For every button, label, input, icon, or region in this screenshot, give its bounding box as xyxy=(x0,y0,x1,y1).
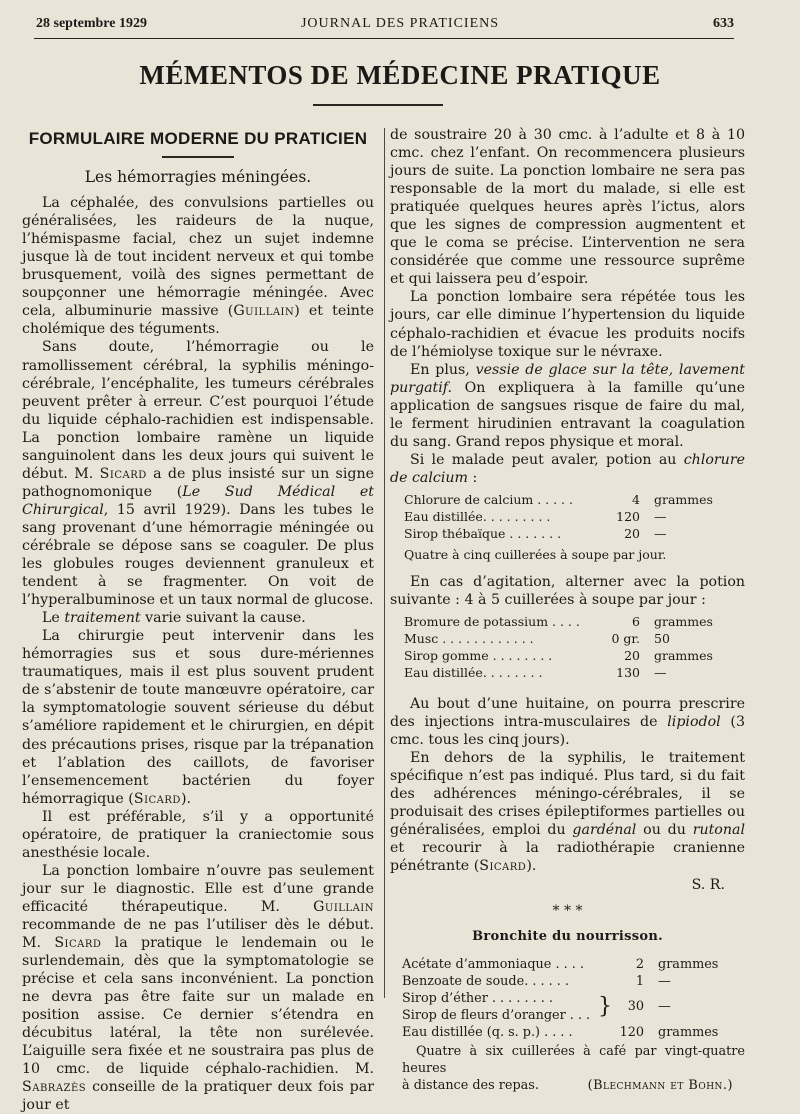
prescription-row: Bromure de potassium . . . . 6 grammes xyxy=(404,614,713,630)
author-name: Sicard xyxy=(54,935,102,952)
prescription-row: Sirop de fleurs d’oranger . . . xyxy=(402,1007,591,1023)
issue-date: 28 septembre 1929 xyxy=(36,16,147,31)
prescription-note: Quatre à cinq cuillerées à soupe par jour. xyxy=(404,546,667,562)
emphasis: gardénal xyxy=(572,822,637,839)
prescription-row: Acétate d’ammoniaque . . . . 2 grammes xyxy=(402,956,719,972)
section-subtitle: Les hémorragies méningées. xyxy=(84,168,312,187)
emphasis: rutonal xyxy=(692,822,745,839)
prescription-row: Chlorure de calcium . . . . . 4 grammes xyxy=(404,491,713,507)
prescription-bronchite xyxy=(402,956,728,1041)
prescription-bromure xyxy=(404,613,734,681)
paragraph: Si le malade peut avaler, potion au chlorure de calcium : xyxy=(390,451,745,486)
prescription-row: Eau distillée. . . . . . . . . 120 — xyxy=(404,508,667,524)
author-name: Sicard xyxy=(133,790,181,807)
page-number: 633 xyxy=(713,16,734,31)
page-header xyxy=(0,12,800,36)
section-title: FORMULAIRE MODERNE DU PRATICIEN xyxy=(28,129,368,148)
paragraph: Sans doute, l’hémorragie ou le ramollissement cérébral, la syphilis méningo-cérébrale, l’encéphalite, les tumeurs cérébrales peuvent prêter à erreur. C’est pourquoi l’étude du liquide céphalo-rachidien est indispensable. La ponction lombaire ramène un liquide sanguinolent dans les deux jours qui suivent le début. M. Sicard a de plus insisté sur un signe pathognomonique (Le Sud Médical et Chirurgical, 15 avril 1929). Dans les tubes le sang provenant d’une hémorragie méningée ou cérébrale se dépose sans se coaguler. De plus les globules rouges deviennent granuleux et tendent à se fragmenter. On voit de l’hyperalbuminose et un taux normal de glucose. xyxy=(22,339,374,609)
paragraph: Au bout d’une huitaine, on pourra prescrire des injections intra-musculaires de lipiodol (3 cmc. tous les cinq jours). xyxy=(390,696,745,749)
emphasis: lipiodol xyxy=(667,714,721,731)
right-column xyxy=(390,126,745,1094)
paragraph: La chirurgie peut intervenir dans les hémorragies sus et sous dure-mériennes traumatiques, mais il est plus souvent prudent de s’abstenir de toute manœuvre opératoire, car la symptomatologie souvent sérieuse du début s’améliore rapidement et le chirurgien, en dépit des précautions prises, risque par la trépanation et l’ablation des caillots, de favoriser l’ensemencement bactérien du foyer hémorragique (Sicard). xyxy=(22,628,374,807)
brace: } xyxy=(598,994,612,1020)
paragraph: La ponction lombaire n’ouvre pas seulement jour sur le diagnostic. Elle est d’une grande efficacité thérapeutique. M. Guillain recommande de ne pas l’utiliser dès le début. M. Sicard la pratique le lendemain ou le surlendemain, dès que la symptomatologie se précise et cela sans inconvénient. La ponction ne devra pas être faite sur un malade en position assise. Ce dernier s’étendra en décubitus latéral, la tête non surélevée. L’aiguille sera fixée et ne soustraira pas plus de 10 cmc. de liquide céphalo-rachidien. M. Sabrazès conseille de la pratiquer deux fois par jour et xyxy=(22,862,374,1114)
prescription-row: Sirop gomme . . . . . . . . 20 grammes xyxy=(404,648,713,664)
author-name: Sicard xyxy=(99,465,147,482)
journal-name: JOURNAL DES PRATICIENS xyxy=(300,16,500,31)
emphasis: traitement xyxy=(64,610,141,627)
section-separator: * * * xyxy=(552,902,583,919)
author-name: Guillain xyxy=(233,303,295,320)
prescription-row: Sirop d’éther . . . . . . . . } 30 — xyxy=(402,990,728,1007)
author-name: Sabrazès xyxy=(22,1079,87,1096)
prescription-row: Benzoate de soude. . . . . . 1 — xyxy=(402,973,671,989)
section-rule xyxy=(162,156,234,158)
prescription-row: Eau distillée (q. s. p.) . . . . 120 grammes xyxy=(402,1024,719,1040)
prescription-note: Quatre à six cuillerées à café par vingt-quatre heures à distance des repas. (Blechmann et Bohn.) xyxy=(402,1043,745,1093)
author-name: Sicard xyxy=(479,858,527,875)
header-rule xyxy=(34,38,734,39)
prescription-row: Musc . . . . . . . . . . . . 0 gr. 50 xyxy=(404,631,670,647)
paragraph: En dehors de la syphilis, le traitement spécifique n’est pas indiqué. Plus tard, si du fait des adhérences méningo-cérébrales, il se produisait des crises épileptiformes partielles ou généralisées, emploi du gardénal ou du rutonal et recourir à la radiothérapie cranienne pénétrante (Sicard). xyxy=(390,750,745,875)
author-name: Guillain xyxy=(313,898,374,915)
page-title: MÉMENTOS DE MÉDECINE PRATIQUE xyxy=(139,60,661,90)
emphasis: chlorure de calcium xyxy=(390,451,745,486)
paragraph: Le traitement varie suivant la cause. xyxy=(42,610,306,627)
paragraph: En cas d’agitation, alterner avec la potion suivante : 4 à 5 cuillerées à soupe par jour : xyxy=(390,573,745,608)
title-rule xyxy=(313,104,443,106)
paragraph: de soustraire 20 à 30 cmc. à l’adulte et 8 à 10 cmc. chez l’enfant. On recommencera plusieurs jours de suite. La ponction lombaire ne sera pas responsable de la mort du malade, si elle est pratiquée quelques heures après l’ictus, alors que les signes de compression augmentent et que le coma se précise. L’intervention ne sera considérée que comme une ressource suprême et qui laissera peu d’espoir. xyxy=(390,127,745,288)
paragraph: En plus, vessie de glace sur la tête, lavement purgatif. On expliquera à la famille qu’une application de sangsues risque de faire du mal, le ferment hirudinien entravant la coagulation du sang. Grand repos physique et moral. xyxy=(390,361,746,450)
paragraph: La céphalée, des convulsions partielles ou généralisées, les raideurs de la nuque, l’hémispasme facial, chez un sujet indemne jusque là de tout incident nerveux et qui tombe brusquement, voilà des signes permettant de soupçonner une hémorragie méningée. Avec cela, albuminurie massive (Guillain) et teinte cholémique des téguments. xyxy=(22,195,374,338)
journal-citation: Le Sud Médical et Chirurgical xyxy=(22,483,374,518)
bronchite-title: Bronchite du nourrisson. xyxy=(472,928,663,944)
paragraph: Il est préférable, s’il y a opportunité opératoire, de pratiquer la craniectomie sous anesthésie locale. xyxy=(22,808,374,861)
author-reference: (Blechmann et Bohn.) xyxy=(587,1077,733,1093)
prescription-calcium xyxy=(404,491,734,542)
left-column xyxy=(22,122,374,1114)
column-divider xyxy=(384,128,385,998)
paragraph: La ponction lombaire sera répétée tous les jours, car elle diminue l’hypertension du liquide céphalo-rachidien et évacue les produits nocifs de l’hémiolyse toxique sur le névraxe. xyxy=(390,289,745,360)
prescription-row: Sirop thébaïque . . . . . . . 20 — xyxy=(404,525,667,541)
emphasis: vessie de glace sur la tête, lavement purgatif. xyxy=(390,361,746,396)
signature: S. R. xyxy=(691,876,725,893)
prescription-row: Eau distillée. . . . . . . . 130 — xyxy=(404,665,667,681)
